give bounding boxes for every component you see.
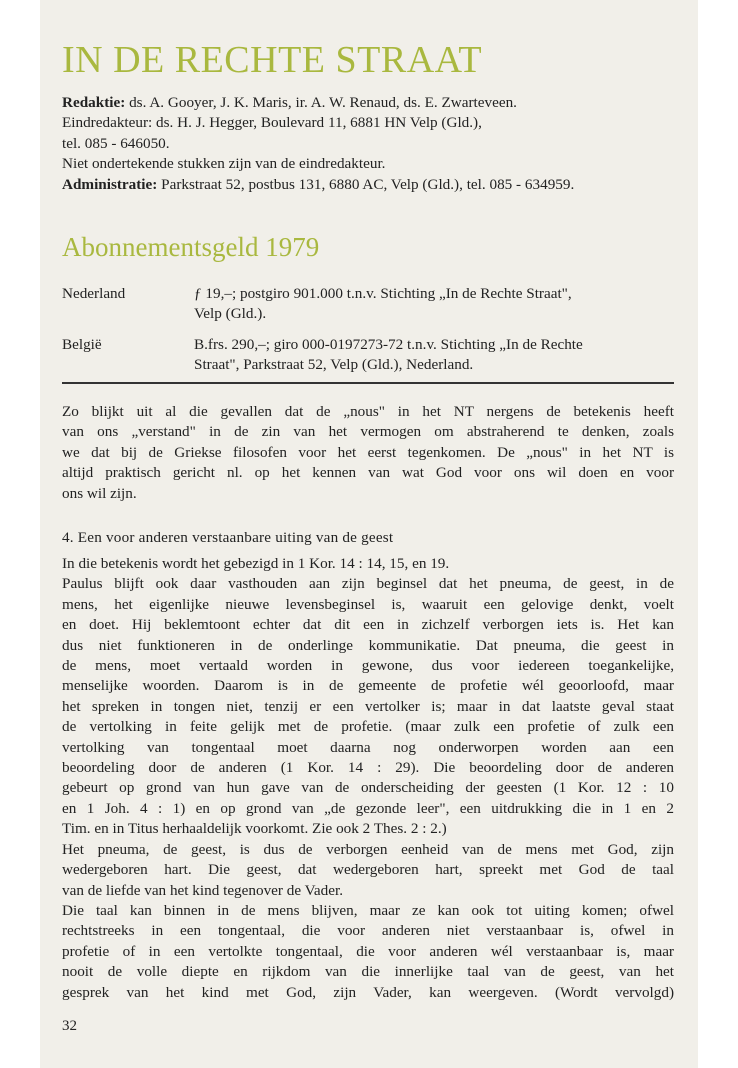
article-line: Tim. en in Titus herhaaldelijk voorkomt. Zie ook 2 Thes. 2 : 2.) [62, 820, 447, 838]
article-line: wedergeboren hart. Die geest, dat wedergeboren hart, spreekt met God de taal [62, 861, 674, 879]
article-line: menselijke woorden. Daarom is in de gemeente de profetie wél geoorloofd, maar [62, 677, 674, 695]
article-line: de mens, moet vertaald worden in gewone, dus voor iedereen toegankelijke, [62, 657, 674, 675]
article-line: In die betekenis wordt het gebezigd in 1 Kor. 14 : 14, 15, en 19. [62, 555, 450, 572]
magazine-title: IN DE RECHTE STRAAT [62, 39, 483, 81]
page-number: 32 [62, 1018, 77, 1034]
article-line: mens, het eigenlijke nieuwe levensbeginsel is, waaruit een gelovige denkt, voelt [62, 595, 674, 613]
administratie-label: Administratie: [62, 175, 158, 193]
article-line: Die taal kan binnen in de mens blijven, maar ze kan ook tot uiting komen; ofwel [62, 901, 674, 919]
section-heading: 4. Een voor anderen verstaanbare uiting van de geest [62, 529, 394, 546]
article-line: van de liefde van het kind tegenover de Vader. [62, 881, 344, 899]
article-line: het spreken in tongen niet, tenzij er een vertolker is; maar in dat laatste geval staat [62, 697, 674, 715]
subscription-detail [194, 335, 674, 376]
article-line: nooit de volle diepte en rijkdom van die innerlijke taal van de geest, van het [62, 963, 674, 981]
intro-line: ons wil zijn. [62, 484, 137, 502]
masthead [62, 93, 674, 195]
intro-line: Zo blijkt uit al die gevallen dat de „nous" in het NT nergens de betekenis heeft [62, 403, 674, 420]
article-line: en doet. Hij beklemtoont echter dat dit een in zichzelf verborgen iets is. Het kan [62, 616, 674, 634]
subscription-detail-line: B.frs. 290,–; giro 000-0197273-72 t.n.v. Stichting „In de Rechte [194, 336, 583, 353]
article-line: Paulus blijft ook daar vasthouden aan zijn beginsel dat het pneuma, de geest, in de [62, 575, 674, 593]
article-line: gesprek van het kind met God, zijn Vader, kan weergeven. (Wordt vervolgd) [62, 983, 674, 1001]
masthead-administratie [62, 175, 674, 195]
article-line: Het pneuma, de geest, is dus de verborgen eenheid van de mens met God, zijn [62, 840, 674, 858]
article-line: de vertolking in feite gelijk met de profetie. (maar zulk een profetie of zulk een [62, 718, 674, 736]
subscription-heading: Abonnementsgeld 1979 [62, 232, 320, 262]
article-line: profetie of in een vertolkte tongentaal, die voor anderen wél verstaanbaar is, maar [62, 942, 674, 960]
intro-line: we dat bij de Griekse filosofen voor het eerst tegenkomen. De „nous" in het NT is [62, 443, 674, 461]
masthead-notice: Niet ondertekende stukken zijn van de eindredakteur. [62, 155, 386, 173]
masthead-tel: tel. 085 - 646050. [62, 134, 170, 152]
redaktie-label: Redaktie: [62, 94, 126, 111]
article-line: rechtstreeks in een tongentaal, die voor anderen niet verstaanbaar is, ofwel in [62, 922, 674, 940]
article-line: dus niet funktioneren in de onderlinge kommunikatie. Dat pneuma, die geest in [62, 636, 674, 654]
subscription-country: België [62, 336, 102, 353]
redaktie-text: ds. A. Gooyer, J. K. Maris, ir. A. W. Renaud, ds. E. Zwarteveen. [125, 94, 517, 111]
article-line: beoordeling door de anderen (1 Kor. 14 : 29). Die beoordeling door de anderen [62, 759, 674, 777]
administratie-text: Parkstraat 52, postbus 131, 6880 AC, Velp (Gld.), tel. 085 - 634959. [157, 175, 575, 193]
divider-rule [62, 382, 674, 384]
subscription-detail-line: ƒ 19,–; postgiro 901.000 t.n.v. Stichting „In de Rechte Straat", [194, 285, 572, 302]
article-line: gebeurt op grond van hun gave van de onderscheiding der geesten (1 Kor. 12 : 10 [62, 779, 674, 797]
subscription-detail [194, 284, 674, 325]
article-line: vertolking van tongentaal moet daarna nog onderworpen worden aan een [62, 738, 674, 756]
subscription-detail-line: Straat", Parkstraat 52, Velp (Gld.), Nederland. [194, 356, 474, 374]
intro-line: altijd praktisch gericht nl. op het kennen van wat God voor ons wil doen en voor [62, 464, 674, 482]
article-line: en 1 Joh. 4 : 1) en op grond van „de gezonde leer", een uitdrukking die in 1 en 2 [62, 799, 674, 817]
masthead-redaktie [62, 93, 674, 113]
intro-paragraph [62, 402, 674, 504]
masthead-eindredakteur: Eindredakteur: ds. H. J. Hegger, Boulevard 11, 6881 HN Velp (Gld.), [62, 114, 482, 132]
subscription-country: Nederland [62, 285, 126, 302]
intro-line: van ons „verstand" in de zin van het vermogen om abstraherend te denken, zoals [62, 423, 674, 441]
article-body [62, 554, 674, 1003]
subscription-detail-line: Velp (Gld.). [194, 305, 267, 323]
magazine-page [40, 0, 698, 1068]
